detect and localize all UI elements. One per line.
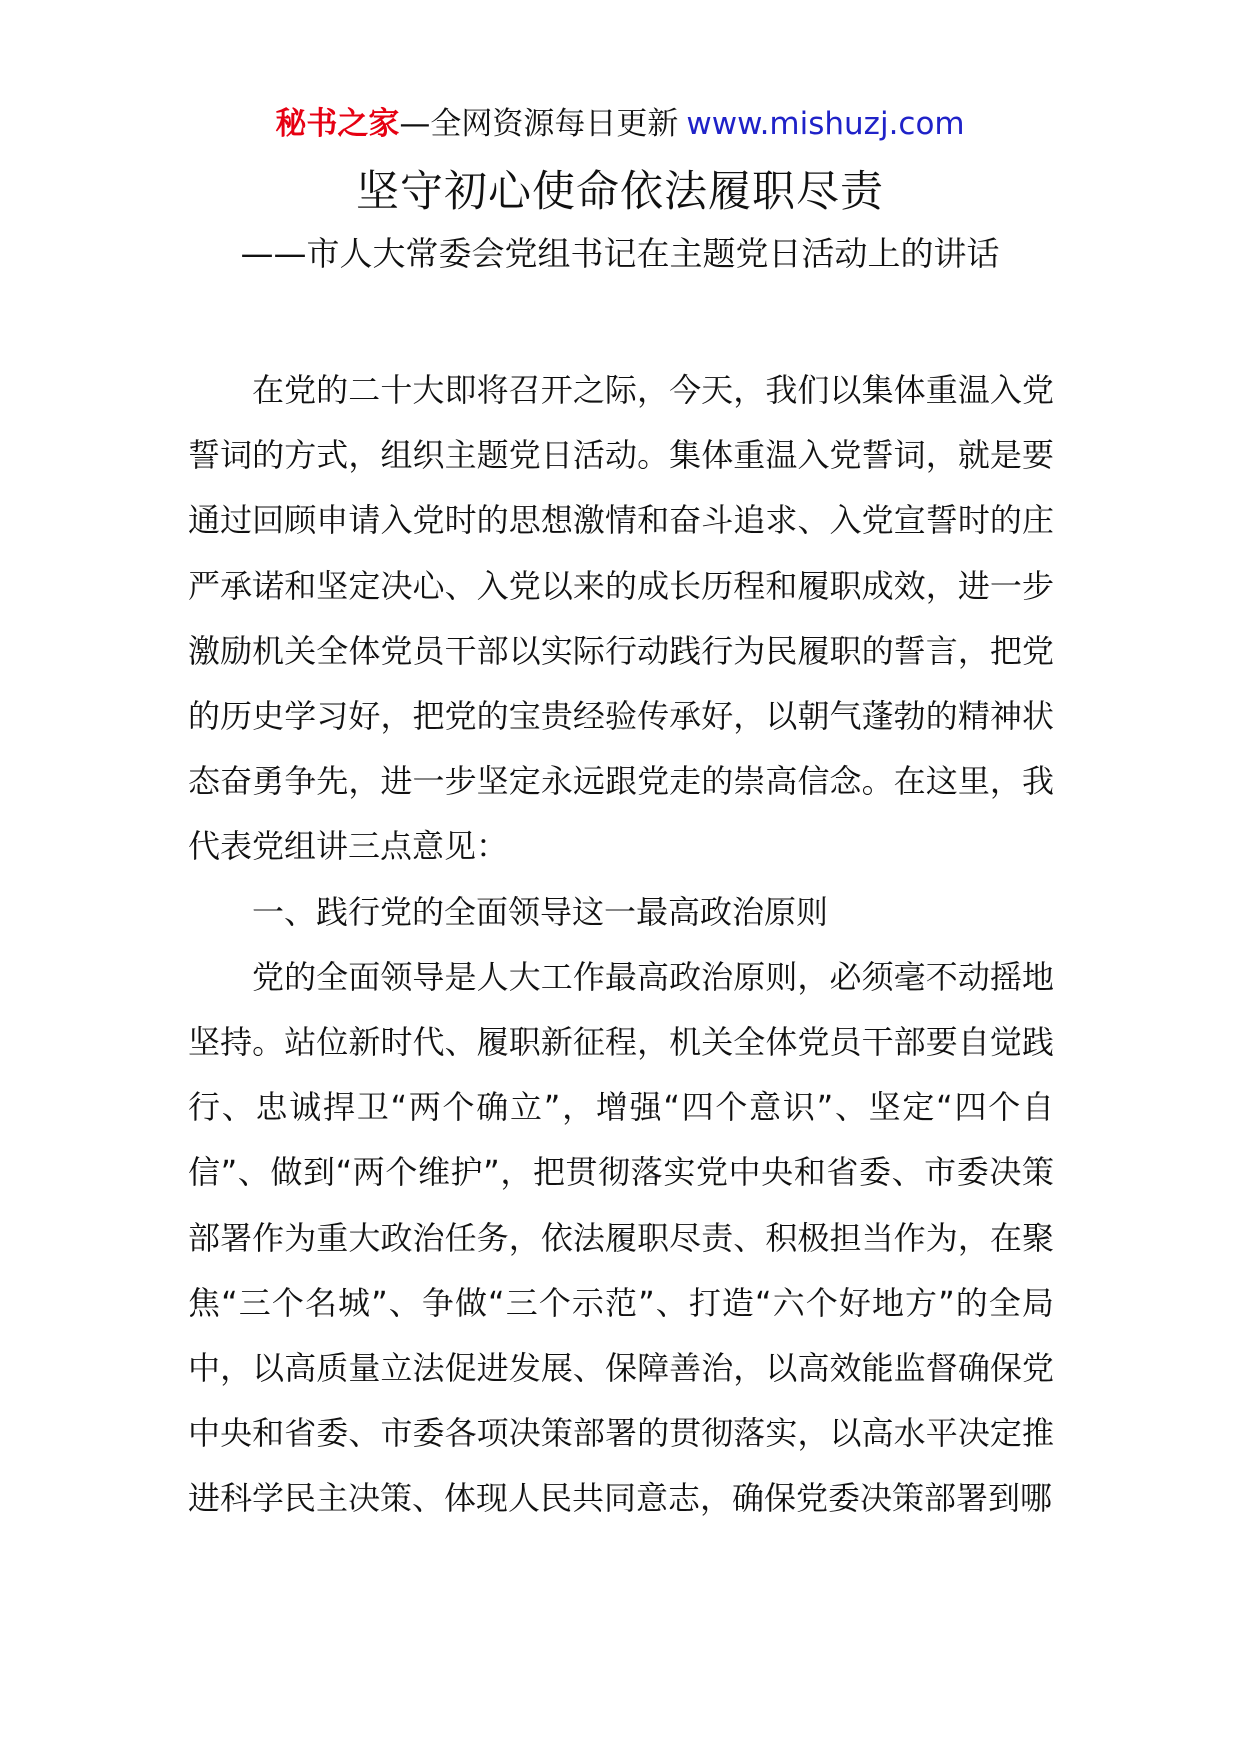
section-heading: 一、践行党的全面领导这一最高政治原则 [252, 892, 829, 931]
body-paragraph: 党的全面领导是人大工作最高政治原则，必须毫不动摇地坚持。站位新时代、履职新征程，机关全体党员干部要自觉践行、忠诚捍卫“两个确立”，增强“四个意识”、坚定“四个自信”、做到“两个维护”，把贯彻落实党中央和省委、市委决策部署作为重大政治任务，依法履职尽责、积极担当作为，在聚焦“三个名城”、争做“三个示范”、打造“六个好地方”的全局中，以高质量立法促进发展、保障善治，以高效能监督确保党中央和省委、市委各项决策部署的贯彻落实，以高水平决定推进科学民主决策、体现人民共同意志，确保党委决策部署到哪 [188, 957, 1054, 1518]
body-paragraph: 在党的二十大即将召开之际，今天，我们以集体重温入党誓词的方式，组织主题党日活动。集体重温入党誓词，就是要通过回顾申请入党时的思想激情和奋斗追求、入党宣誓时的庄严承诺和坚定决心、入党以来的成长历程和履职成效，进一步激励机关全体党员干部以实际行动践行为民履职的誓言，把党的历史学习好，把党的宝贵经验传承好，以朝气蓬勃的精神状态奋勇争先，进一步坚定永远跟党走的崇高信念。在这里，我代表党组讲三点意见： [188, 371, 1054, 866]
document-subtitle: ——市人大常委会党组书记在主题党日活动上的讲话 [240, 234, 1000, 273]
banner-brand: 秘书之家 [275, 106, 400, 142]
banner-tagline: —全网资源每日更新 [399, 106, 679, 142]
site-banner [0, 100, 1240, 148]
document-body [188, 358, 1054, 1532]
document-title: 坚守初心使命依法履职尽责 [356, 167, 884, 217]
banner-url-link[interactable]: www.mishuzj.com [686, 106, 965, 142]
